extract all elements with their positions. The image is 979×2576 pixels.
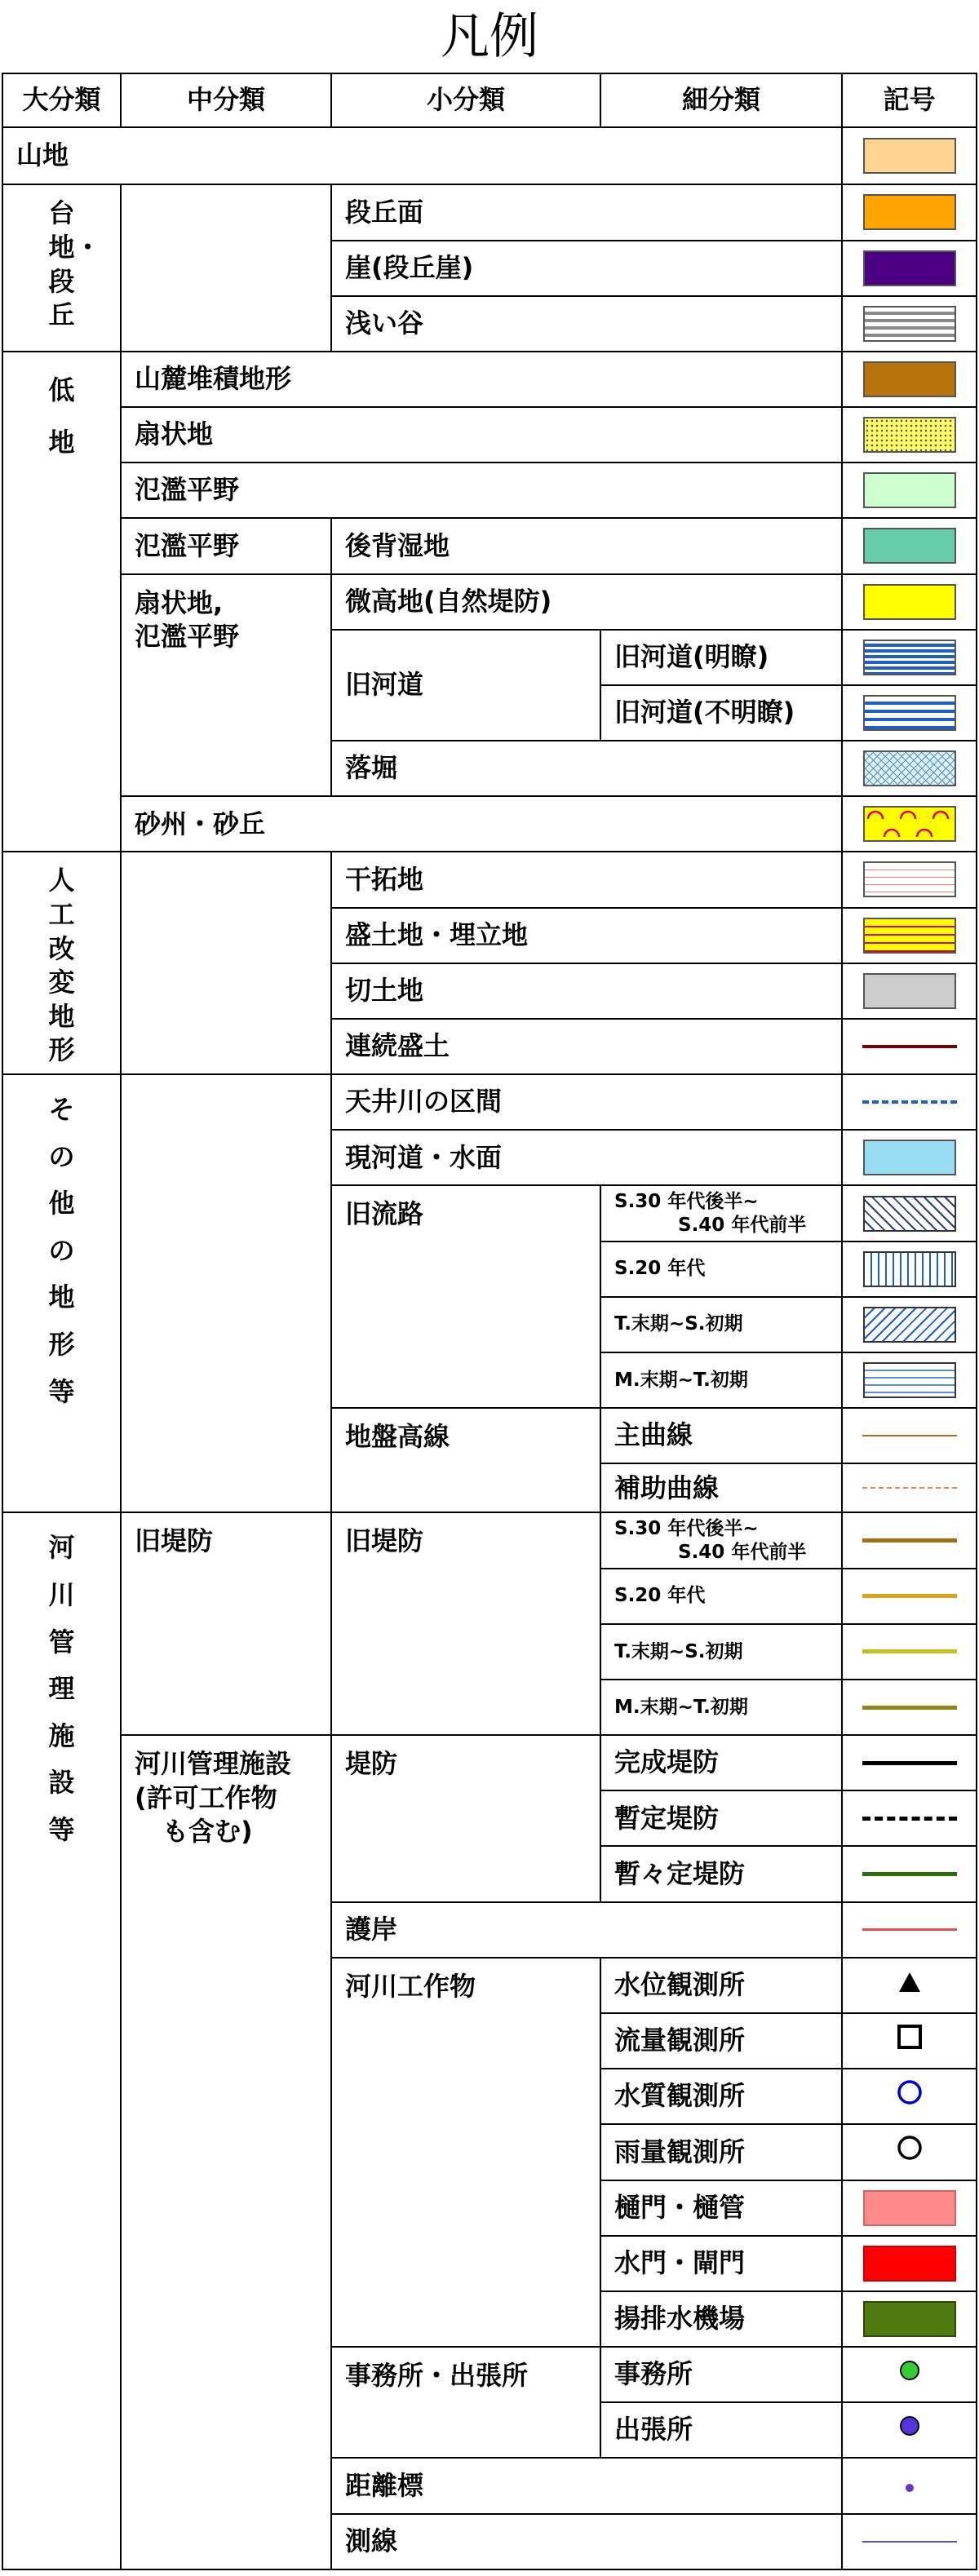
minor-old-channel: 旧河道 <box>331 630 600 741</box>
row-mountain <box>2 127 977 184</box>
fill-land-swatch <box>863 918 956 954</box>
old-course-taisho-swatch <box>863 1307 956 1343</box>
detail-water-gate: 水門・閘門 <box>600 2236 842 2291</box>
medium-fan: 扇状地 <box>121 407 842 463</box>
water-gate-swatch <box>863 2246 956 2282</box>
detail-old-levee-meiji: M.末期~T.初期 <box>600 1680 842 1735</box>
group-lowland: 低地 <box>2 352 121 852</box>
shallow-valley-swatch <box>863 306 956 342</box>
detail-provisional-levee: 暫定堤防 <box>600 1790 842 1846</box>
old-levee-s20-line <box>862 1594 957 1598</box>
revetment-line <box>862 1928 957 1931</box>
medium-empty-terrace <box>121 184 331 352</box>
fan-swatch <box>863 417 956 453</box>
minor-raised-river: 天井川の区間 <box>331 1074 842 1130</box>
floodplain-swatch <box>863 472 956 508</box>
purple-dot-icon <box>897 2414 922 2438</box>
mountain-swatch <box>863 138 956 174</box>
group-artificial: 人工改変地形 <box>2 852 121 1074</box>
medium-fan-floodplain: 扇状地, 氾濫平野 <box>121 574 331 797</box>
triangle-icon <box>897 1971 922 1994</box>
legend-title: 凡例 <box>441 8 538 65</box>
minor-old-course: 旧流路 <box>331 1185 600 1408</box>
detail-office: 事務所 <box>600 2347 842 2402</box>
sandbar-swatch <box>863 806 956 842</box>
square-icon <box>897 2024 923 2050</box>
medium-empty-artificial <box>121 852 331 1074</box>
group-terrace: 台地・段丘 <box>2 184 121 352</box>
group-other: その他の地形等 <box>2 1074 121 1512</box>
detail-old-levee-s20: S.20 年代 <box>600 1569 842 1624</box>
current-channel-swatch <box>863 1140 956 1175</box>
provisional-levee-line <box>862 1817 957 1821</box>
detail-old-course-s20: S.20 年代 <box>600 1242 842 1297</box>
minor-distance-marker: 距離標 <box>331 2458 842 2513</box>
detail-rain-station: 雨量観測所 <box>600 2124 842 2180</box>
detail-main-contour: 主曲線 <box>600 1408 842 1463</box>
header-minor: 小分類 <box>331 73 600 127</box>
header-row <box>2 73 977 127</box>
old-course-s20-swatch <box>863 1251 956 1287</box>
minor-continuous-embankment: 連続盛土 <box>331 1019 842 1074</box>
minor-natural-levee: 微高地(自然堤防) <box>331 574 842 630</box>
scour-pit-swatch <box>863 750 956 786</box>
detail-old-levee-taisho: T.末期~S.初期 <box>600 1624 842 1680</box>
medium-floodplain: 氾濫平野 <box>121 463 842 518</box>
medium-sandbar: 砂州・砂丘 <box>121 796 842 852</box>
old-levee-taisho-line <box>862 1649 957 1653</box>
detail-old-course-meiji: M.末期~T.初期 <box>600 1352 842 1408</box>
cut-land-swatch <box>863 973 956 1009</box>
reclaimed-swatch <box>863 861 956 897</box>
minor-levee: 堤防 <box>331 1735 600 1902</box>
medium-floodplain-2: 氾濫平野 <box>121 518 331 573</box>
header-detail: 細分類 <box>600 73 842 127</box>
minor-revetment: 護岸 <box>331 1902 842 1958</box>
detail-pump-station: 揚排水機場 <box>600 2291 842 2347</box>
minor-office: 事務所・出張所 <box>331 2347 600 2458</box>
minor-shallow-valley: 浅い谷 <box>331 296 842 352</box>
detail-old-course-taisho: T.末期~S.初期 <box>600 1297 842 1352</box>
blue-circle-icon <box>896 2078 924 2106</box>
legend-table <box>2 73 977 2570</box>
minor-reclaimed: 干拓地 <box>331 852 842 907</box>
detail-flow-station: 流量観測所 <box>600 2013 842 2069</box>
black-circle-icon <box>896 2134 924 2162</box>
complete-levee-line <box>862 1761 957 1765</box>
detail-sub-contour: 補助曲線 <box>600 1463 842 1512</box>
minor-current-channel: 現河道・水面 <box>331 1130 842 1185</box>
cliff-swatch <box>863 250 956 286</box>
detail-old-levee-s30: S.30 年代後半~ S.40 年代前半 <box>600 1512 842 1568</box>
minor-fill-land: 盛土地・埋立地 <box>331 908 842 963</box>
pump-station-swatch <box>863 2301 956 2337</box>
main-contour-line <box>862 1435 957 1436</box>
minor-old-levee: 旧堤防 <box>331 1512 600 1735</box>
header-medium: 中分類 <box>121 73 331 127</box>
detail-old-channel-unclear: 旧河道(不明瞭) <box>600 685 842 741</box>
old-course-s30-swatch <box>863 1196 956 1232</box>
medium-piedmont: 山麓堆積地形 <box>121 352 842 407</box>
minor-survey-line: 測線 <box>331 2514 842 2569</box>
detail-old-course-s30: S.30 年代後半~ S.40 年代前半 <box>600 1185 842 1241</box>
minor-cliff: 崖(段丘崖) <box>331 241 842 296</box>
medium-old-levee: 旧堤防 <box>121 1512 331 1735</box>
temporary-levee-line <box>862 1872 957 1876</box>
sandbar-arcs <box>865 808 955 840</box>
old-levee-s30-line <box>862 1538 957 1543</box>
natural-levee-swatch <box>863 584 956 620</box>
minor-back-marsh: 後背湿地 <box>331 518 842 573</box>
sub-contour-line <box>862 1487 957 1489</box>
terrace-swatch <box>863 194 956 230</box>
group-mountain: 山地 <box>2 127 842 184</box>
detail-branch-office: 出張所 <box>600 2402 842 2458</box>
detail-water-level-station: 水位観測所 <box>600 1958 842 2013</box>
minor-terrace-surface: 段丘面 <box>331 184 842 240</box>
detail-water-quality-station: 水質観測所 <box>600 2069 842 2124</box>
minor-cut-land: 切土地 <box>331 963 842 1019</box>
old-channel-unclear-swatch <box>863 695 956 731</box>
old-levee-meiji-line <box>862 1706 957 1710</box>
old-course-meiji-swatch <box>863 1362 956 1398</box>
detail-complete-levee: 完成堤防 <box>600 1735 842 1790</box>
minor-scour-pit: 落堀 <box>331 741 842 796</box>
sluice-pipe-swatch <box>863 2190 956 2226</box>
medium-river-facility: 河川管理施設 (許可工作物 も含む) <box>121 1735 331 2569</box>
survey-line <box>862 2541 957 2543</box>
group-river-facility: 河川管理施設等 <box>2 1512 121 2569</box>
medium-empty-other <box>121 1074 331 1512</box>
back-marsh-swatch <box>863 528 956 564</box>
minor-ground-contour: 地盤高線 <box>331 1408 600 1512</box>
continuous-embankment-line <box>862 1045 957 1048</box>
header-symbol: 記号 <box>842 73 977 127</box>
minor-river-structure: 河川工作物 <box>331 1958 600 2347</box>
detail-temporary-levee: 暫々定堤防 <box>600 1846 842 1901</box>
raised-river-line <box>862 1100 957 1104</box>
green-dot-icon <box>897 2358 922 2383</box>
symbol-mountain <box>842 127 977 184</box>
piedmont-swatch <box>863 361 956 397</box>
detail-old-channel-clear: 旧河道(明瞭) <box>600 630 842 685</box>
small-dot-icon <box>903 2481 916 2494</box>
header-major: 大分類 <box>2 73 121 127</box>
detail-sluice-pipe: 樋門・樋管 <box>600 2180 842 2236</box>
old-channel-clear-swatch <box>863 640 956 675</box>
